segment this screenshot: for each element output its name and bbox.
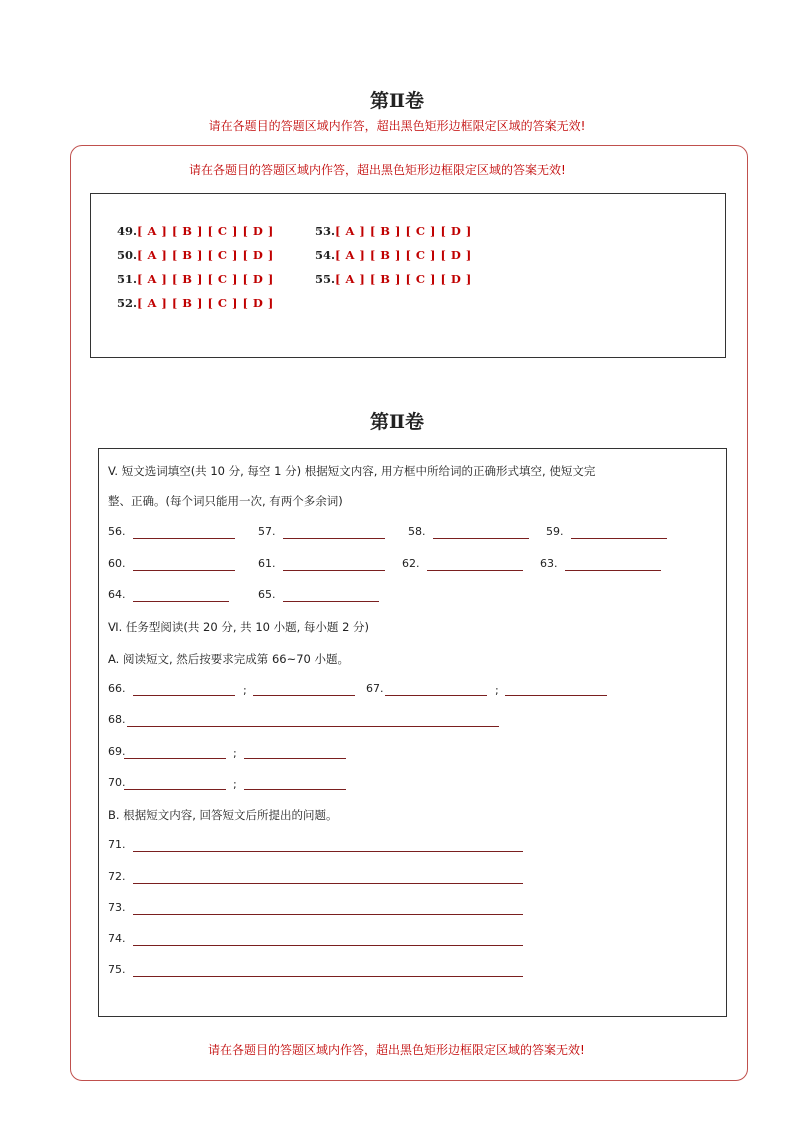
answer-blank-67b[interactable] <box>505 695 607 696</box>
choice-row-54[interactable]: 54.[ A ] [ B ] [ C ] [ D ] <box>315 248 472 262</box>
choice-row-55[interactable]: 55.[ A ] [ B ] [ C ] [ D ] <box>315 272 472 286</box>
part6a-instructions: A. 阅读短文, 然后按要求完成第 66~70 小题。 <box>108 652 349 666</box>
blank-label-69: 69. <box>108 745 126 758</box>
answer-line-71[interactable] <box>133 851 523 852</box>
bottom-warning: 请在各题目的答题区域内作答，超出黑色矩形边框限定区域的答案无效! <box>208 1043 585 1057</box>
answer-line-72[interactable] <box>133 883 523 884</box>
answer-blank-63[interactable] <box>565 570 661 571</box>
blank-label-70: 70. <box>108 776 126 789</box>
separator-66: ; <box>243 684 247 697</box>
answer-blank-58[interactable] <box>433 538 529 539</box>
question-label-72: 72. <box>108 870 126 883</box>
answer-blank-67a[interactable] <box>385 695 487 696</box>
question-label-74: 74. <box>108 932 126 945</box>
answer-blank-62[interactable] <box>427 570 523 571</box>
section1-warning: 请在各题目的答题区域内作答，超出黑色矩形边框限定区域的答案无效! <box>189 163 566 177</box>
answer-blank-69b[interactable] <box>244 758 346 759</box>
blank-label-56: 56. <box>108 525 126 538</box>
part6b-instructions: B. 根据短文内容, 回答短文后所提出的问题。 <box>108 808 338 822</box>
blank-label-62: 62. <box>402 557 420 570</box>
blank-label-64: 64. <box>108 588 126 601</box>
choice-row-53[interactable]: 53.[ A ] [ B ] [ C ] [ D ] <box>315 224 472 238</box>
blank-label-67: 67. <box>366 682 384 695</box>
choice-row-50[interactable]: 50.[ A ] [ B ] [ C ] [ D ] <box>117 248 274 262</box>
answer-blank-64[interactable] <box>133 601 229 602</box>
answer-blank-69a[interactable] <box>124 758 226 759</box>
blank-label-63: 63. <box>540 557 558 570</box>
separator-69: ; <box>233 747 237 760</box>
answer-line-74[interactable] <box>133 945 523 946</box>
blank-label-60: 60. <box>108 557 126 570</box>
answer-blank-70b[interactable] <box>244 789 346 790</box>
question-label-75: 75. <box>108 963 126 976</box>
answer-blank-60[interactable] <box>133 570 235 571</box>
question-label-71: 71. <box>108 838 126 851</box>
blank-label-58: 58. <box>408 525 426 538</box>
blank-label-61: 61. <box>258 557 276 570</box>
answer-blank-65[interactable] <box>283 601 379 602</box>
choice-row-52[interactable]: 52.[ A ] [ B ] [ C ] [ D ] <box>117 296 274 310</box>
choice-row-51[interactable]: 51.[ A ] [ B ] [ C ] [ D ] <box>117 272 274 286</box>
part5-instructions-line1: V. 短文选词填空(共 10 分, 每空 1 分) 根据短文内容, 用方框中所给词的正确形式填空, 使短文完 <box>108 464 596 478</box>
answer-blank-61[interactable] <box>283 570 385 571</box>
page-title: 第Ⅱ卷 <box>369 90 424 112</box>
answer-blank-70a[interactable] <box>124 789 226 790</box>
answer-blank-56[interactable] <box>133 538 235 539</box>
blank-label-68: 68. <box>108 713 126 726</box>
answer-blank-59[interactable] <box>571 538 667 539</box>
separator-70: ; <box>233 778 237 791</box>
blank-label-57: 57. <box>258 525 276 538</box>
answer-blank-66b[interactable] <box>253 695 355 696</box>
answer-blank-66a[interactable] <box>133 695 235 696</box>
blank-label-65: 65. <box>258 588 276 601</box>
answer-line-73[interactable] <box>133 914 523 915</box>
part5-instructions-line2: 整、正确。(每个词只能用一次, 有两个多余词) <box>108 494 343 508</box>
section2-title: 第Ⅱ卷 <box>369 411 424 433</box>
answer-blank-57[interactable] <box>283 538 385 539</box>
answer-line-75[interactable] <box>133 976 523 977</box>
part6-heading: Ⅵ. 任务型阅读(共 20 分, 共 10 小题, 每小题 2 分) <box>108 620 370 634</box>
choice-row-49[interactable]: 49.[ A ] [ B ] [ C ] [ D ] <box>117 224 274 238</box>
separator-67: ; <box>495 684 499 697</box>
answer-blank-68[interactable] <box>127 726 499 727</box>
blank-label-66: 66. <box>108 682 126 695</box>
top-warning: 请在各题目的答题区域内作答，超出黑色矩形边框限定区域的答案无效! <box>208 119 586 133</box>
blank-label-59: 59. <box>546 525 564 538</box>
question-label-73: 73. <box>108 901 126 914</box>
